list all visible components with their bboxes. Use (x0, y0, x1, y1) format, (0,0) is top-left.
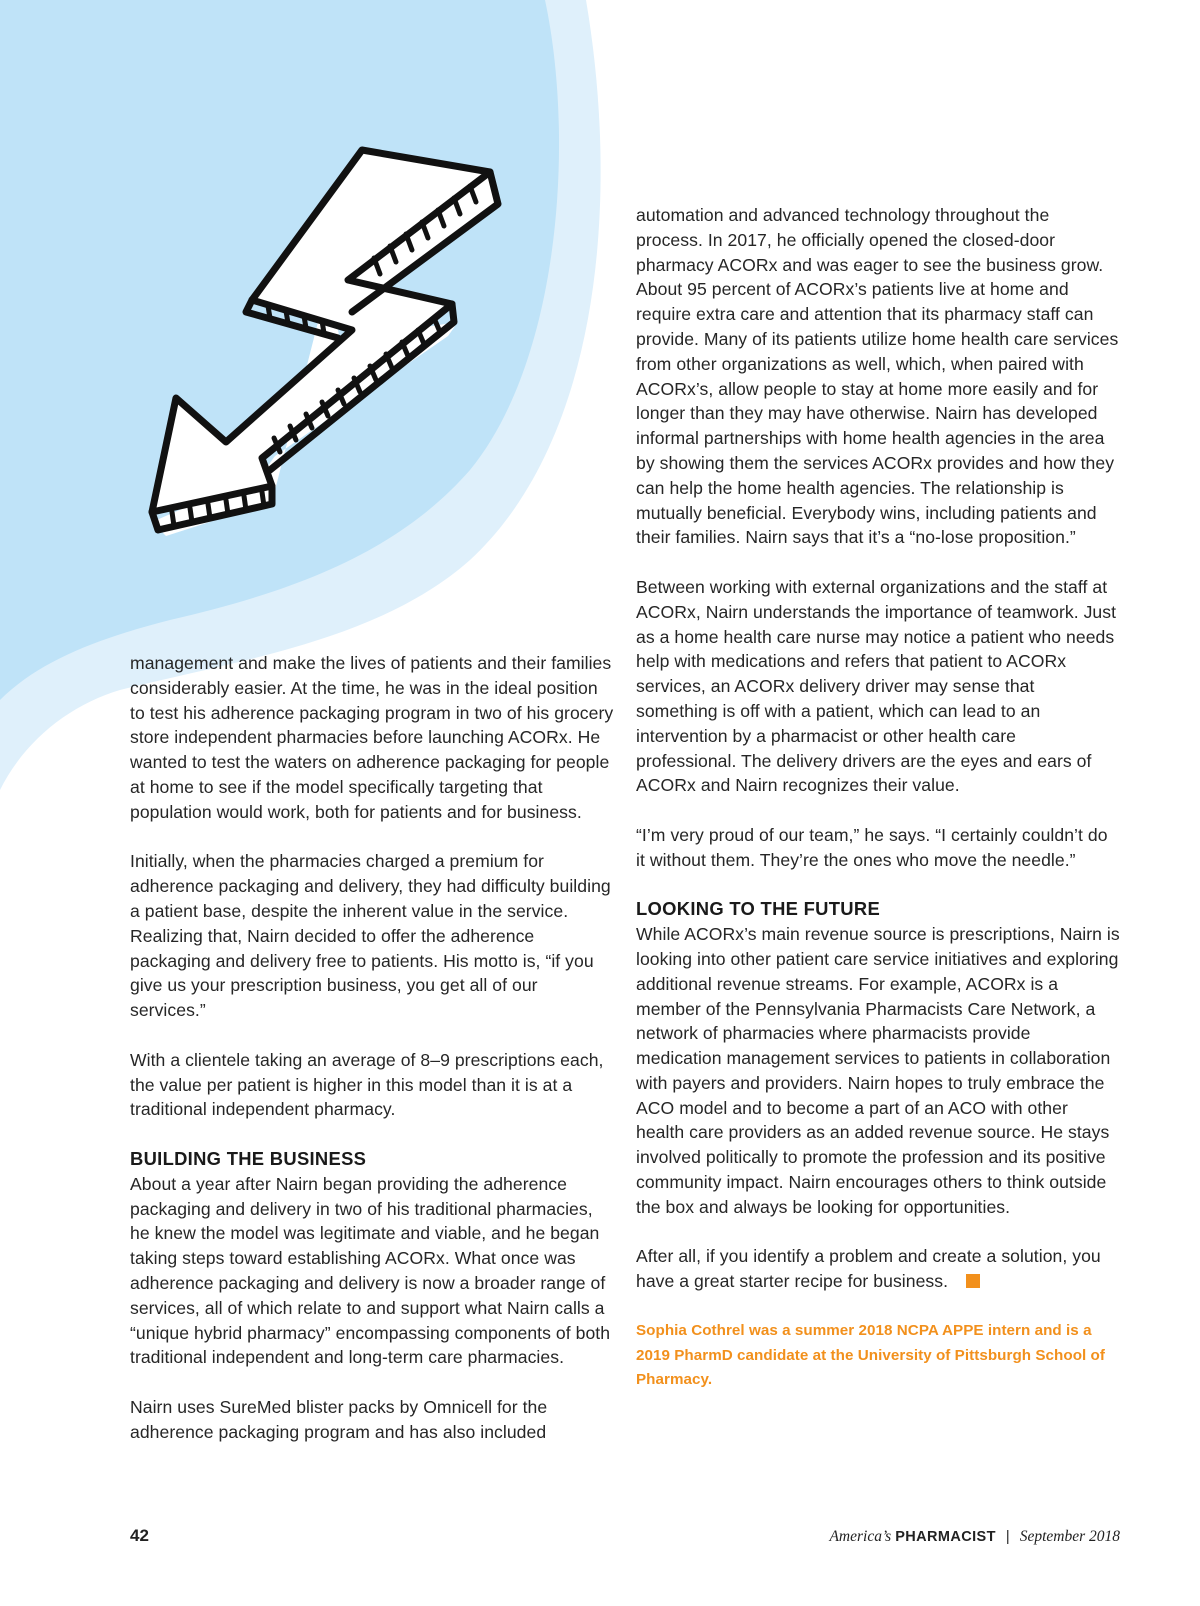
left-paragraph-3: With a clientele taking an average of 8–9 prescriptions each, the value per patient is higher in this model than it is at a traditional independent pharmacy. (130, 1049, 604, 1120)
footer-separator: | (1005, 1529, 1010, 1545)
author-bio: Sophia Cothrel was a summer 2018 NCPA APPE intern and is a 2019 PharmD candidate at the University of Pittsburgh School of Pharmacy. (636, 1321, 1105, 1389)
issue-date: September 2018 (1019, 1528, 1120, 1545)
right-paragraph-3: “I’m very proud of our team,” he says. “I certainly couldn’t do it without them. They’re the ones who move the needle.” (636, 824, 1108, 870)
left-paragraph-5: Nairn uses SureMed blister packs by Omnicell for the adherence packaging program and has also included (130, 1396, 548, 1442)
heading-building-the-business: BUILDING THE BUSINESS (130, 1147, 367, 1169)
page-number: 42 (130, 1526, 149, 1545)
left-paragraph-2: Initially, when the pharmacies charged a premium for adherence packaging and delivery, they had difficulty building a patient base, despite the inherent value in the service. Realizing that, Nairn decided to offer the adherence packaging and delivery free to patients. His motto is, “if you give us your prescription business, you get all of our services.” (130, 851, 611, 1021)
right-paragraph-4: While ACORx’s main revenue source is prescriptions, Nairn is looking into other patient care service initiatives and exploring additional revenue streams. For example, ACORx is a member of the Pennsylvania Pharmacists Care Network, a network of pharmacies where pharmacists provide medication management services to patients in collaboration with payers and providers. Nairn hopes to truly embrace the ACO model and to become a part of an ACO with other health care providers as an added revenue source. He stays involved politically to promote the profession and its positive community impact. Nairn encourages others to think outside the box and always be looking for opportunities. (636, 924, 1120, 1217)
publication-footer (829, 1528, 1120, 1546)
heading-looking-to-the-future: LOOKING TO THE FUTURE (636, 898, 881, 920)
left-column (130, 651, 615, 1445)
publication-prefix: America’s (829, 1528, 892, 1545)
left-paragraph-1: management and make the lives of patients and their families considerably easier. At the time, he was in the ideal position to test his adherence packaging program in two of his grocery store independent pharmacies before launching ACORx. He wanted to test the waters on adherence packaging for people at home to see if the model specifically targeting that population would work, both for patients and for business. (130, 653, 614, 822)
right-column (636, 203, 1120, 1393)
right-paragraph-2: Between working with external organizations and the staff at ACORx, Nairn understands the importance of teamwork. Just as a home health care nurse may notice a patient who needs help with medications and refers that patient to ACORx services, an ACORx delivery driver may sense that something is off with a patient, which can lead to an intervention by a pharmacist or other health care professional. The delivery drivers are the eyes and ears of ACORx and Nairn recognizes their value. (636, 576, 1117, 796)
closing-sentence: After all, if you identify a problem and create a solution, you have a great starter recipe for business. (636, 1246, 1101, 1292)
publication-name: PHARMACIST (895, 1529, 996, 1545)
right-paragraph-1: automation and advanced technology throughout the process. In 2017, he officially opened the closed-door pharmacy ACORx and was eager to see the business grow. About 95 percent of ACORx’s patients live at home and require extra care and attention that its pharmacy staff can provide. Many of its patients utilize home health care services from other organizations as well, which, when paired with ACORx’s, allow people to stay at home more easily and for longer than they may have otherwise. Nairn has developed informal partnerships with home health agencies in the area by showing them the services ACORx provides and how they can help the home health agencies. The relationship is mutually beneficial. Everybody wins, including patients and their families. Nairn says that it’s a “no-lose proposition.” (636, 205, 1119, 548)
orange-square-icon (966, 1274, 980, 1288)
left-paragraph-4: About a year after Nairn began providing the adherence packaging and delivery in two of his traditional pharmacies, he knew the model was legitimate and viable, and he began taking steps toward establishing ACORx. What once was adherence packaging and delivery is now a broader range of services, all of which relate to and support what Nairn calls a “unique hybrid pharmacy” encompassing components of both traditional independent and long-term care pharmacies. (130, 1173, 611, 1368)
right-paragraph-5 (636, 1244, 1120, 1294)
